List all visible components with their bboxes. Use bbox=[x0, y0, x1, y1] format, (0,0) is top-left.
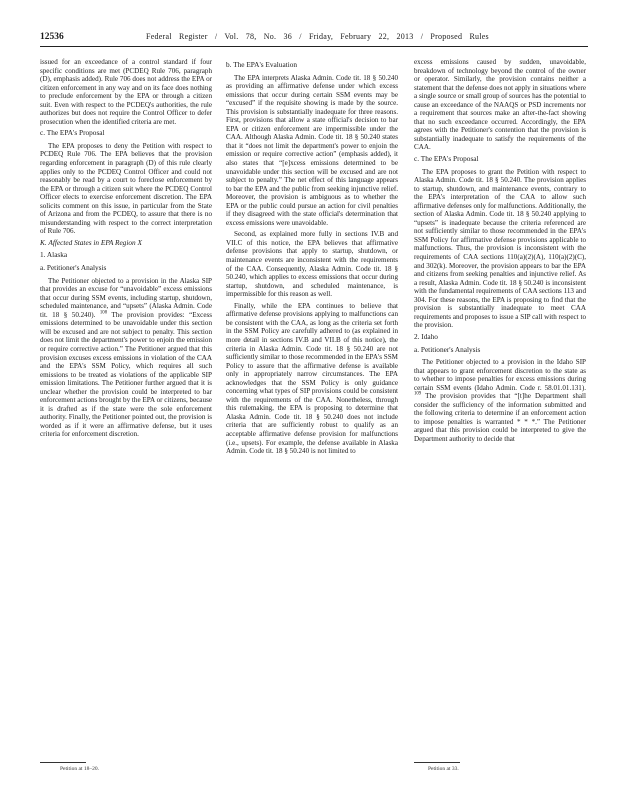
footnote-marker: 108 bbox=[99, 310, 108, 316]
paragraph: Finally, while the EPA continues to believe that affirmative defense provisions applying to malfunctions can be consistent with the CAA, as long as the criteria set forth in the SSM Policy are carefully adhered to (as explained in more detail in sections IV.B and VII.B of this notice), the criteria in Alaska Admin. Code tit. 18 § 50.240 are not sufficiently similar to those recommended in the EPA's SSM Policy to assure that the affirmative defense is available only in appropriately narrow circumstances. The EPA acknowledges that the SSM Policy is only guidance concerning what types of SIP provisions could be consistent with the requirements of the CAA. Nonetheless, through this rulemaking, the EPA is proposing to determine that Alaska Admin. Code tit. 18 § 50.240 does not include criteria that are sufficiently robust to qualify as an acceptable affirmative defense provision for malfunctions (i.e., upsets). For example, the defense available in Alaska Admin. Code tit. 18 § 50.240 is not limited to bbox=[226, 301, 398, 456]
page-header bbox=[40, 30, 588, 47]
footnote-marker: 109 bbox=[414, 391, 422, 397]
footnote-rule bbox=[414, 762, 460, 763]
footnote: Petition at 18–20. bbox=[60, 766, 99, 772]
paragraph: excess emissions caused by sudden, unavoidable, breakdown of technology beyond the control of the owner or operator. Similarly, the provision contains neither a statement that the defense does not apply in situations where a single source or small group of sources has the potential to cause an exceedance of the NAAQS or PSD increments nor a requirement that sources make an after-the-fact showing that no such exceedance occurred. Accordingly, the EPA agrees with the Petitioner's contention that the provision is substantially inadequate to satisfy the requirements of the CAA. bbox=[414, 58, 586, 152]
paragraph-text: The Petitioner objected to a provision in the Alaska SIP that provides an excuse for “unavoidable” excess emissions that occur during SSM events, including startup, shutdown, scheduled maintenance, and “upsets” (Alaska Admin. Code tit. 18 § 50.240). bbox=[40, 276, 212, 319]
paragraph: The EPA proposes to grant the Petition with respect to Alaska Admin. Code tit. 18 § 50.240. The provision applies to startup, shutdown, and maintenance events, contrary to the EPA's interpretation of the CAA to allow such affirmative defenses only for malfunctions. Additionally, the section of Alaska Admin. Code tit. 18 § 50.240 applying to “upsets” is inadequate because the criteria referenced are not sufficiently similar to those recommended in the EPA's SSM Policy for affirmative defense provisions applicable to malfunctions. Thus, the provision is inconsistent with the requirements of CAA sections 110(a)(2)(A), 110(a)(2)(C), and 302(k). Moreover, the provision appears to bar the EPA and citizens from seeking penalties and injunctive relief. As a result, Alaska Admin. Code tit. 18 § 50.240 is inconsistent with the fundamental requirements of CAA sections 113 and 304. For these reasons, the EPA is proposing to find that the provision is substantially inadequate to meet CAA requirements and proposes to issue a SIP call with respect to the provision. bbox=[414, 167, 586, 330]
section-heading: a. Petitioner's Analysis bbox=[414, 344, 481, 354]
paragraph-text: The provision provides that “[t]he Department shall consider the sufficiency of the information submitted and the following criteria to determine if an enforcement action to impose penalties is warranted * * *.” The Petitioner argued that this provision could be interpreted to give the Department authority to decide that bbox=[414, 392, 586, 443]
paragraph-text: The Petitioner objected to a provision in the Idaho SIP that appears to grant enforcement discretion to the state as to whether to impose penalties for excess emissions during certain SSM events (Idaho Admin. Code r. 58.01.01.131). bbox=[414, 358, 586, 392]
section-heading: b. The EPA's Evaluation bbox=[226, 60, 298, 69]
column-3 bbox=[414, 58, 586, 778]
column-1 bbox=[40, 58, 212, 778]
section-heading: c. The EPA's Proposal bbox=[40, 128, 105, 138]
section-heading: c. The EPA's Proposal bbox=[414, 154, 479, 164]
paragraph-text: The provision provides: “Excess emissions determined to be unavoidable under this section will be excused and are not subject to penalty. This section does not limit the department's power to enjoin the emission or require corrective action.” The Petitioner argued that this provision excuses excess emissions in violation of the CAA and the EPA's SSM Policy, which requires all such emissions to be treated as violations of the applicable SIP emission limitations. The Petitioner further argued that it is unclear whether the provision could be interpreted to bar enforcement actions brought by the EPA or citizens, because it is drafted as if the state were the sole enforcement authority. Finally, the Petitioner pointed out, the provision is worded as if it were an affirmative defense, but it uses criteria for enforcement discretion. bbox=[40, 310, 212, 439]
section-heading: a. Petitioner's Analysis bbox=[40, 263, 107, 273]
section-heading: 1. Alaska bbox=[40, 250, 68, 260]
paragraph: The EPA proposes to deny the Petition with respect to PCDEQ Rule 706. The EPA believes that the provision regarding enforcement in paragraph (D) of this rule clearly applies only to the PCDEQ Control Officer and could not reasonably be read by a court to foreclose enforcement by the EPA or through a citizen suit where the PCDEQ Control Officer elects to exercise enforcement discretion. The EPA solicits comment on this issue, in particular from the State of Arizona and from the PCDEQ, to assure that there is no misunderstanding with respect to the correct interpretation of Rule 706. bbox=[40, 141, 212, 236]
footnote-rule bbox=[40, 762, 86, 763]
paragraph bbox=[40, 277, 212, 439]
paragraph: Second, as explained more fully in sections IV.B and VII.C of this notice, the EPA believes that affirmative defense provisions that apply to startup, shutdown, or maintenance events are inconsistent with the requirements of the CAA. Consequently, Alaska Admin. Code tit. 18 § 50.240, which applies to excess emissions that occur during startup, shutdown, and scheduled maintenance, is impermissible for this reason as well. bbox=[226, 230, 398, 299]
page-number: 12536 bbox=[40, 32, 64, 42]
running-head: Federal Register / Vol. 78, No. 36 / Friday, February 22, 2013 / Proposed Rules bbox=[146, 32, 489, 41]
footnote: Petition at 33. bbox=[428, 766, 459, 772]
paragraph: The EPA interprets Alaska Admin. Code tit. 18 § 50.240 as providing an affirmative defense under which excess emissions that occur during certain SSM events may be “excused” if the requisite showing is made by the source. This provision is substantially inadequate for three reasons. First, provisions that allow a state official's decision to bar EPA or citizen enforcement are impermissible under the CAA. Although Alaska Admin. Code tit. 18 § 50.240 states that it “does not limit the department's power to enjoin the emission or require corrective action” (emphasis added), it also states that “[e]xcess emissions determined to be unavoidable under this section will be excused and are not subject to penalty.” The net effect of this language appears to bar the EPA and the public from seeking injunctive relief. Moreover, the provision is ambiguous as to whether the EPA or the public could pursue an action for civil penalties if they disagreed with the state official's determination that excess emissions were unavoidable. bbox=[226, 73, 398, 227]
paragraph: issued for an exceedance of a control standard if four specific conditions are met (PCDEQ Rule 706, paragraph (D), emphasis added). Rule 706 does not address the EPA or citizen enforcement in any way and on its face does nothing to preclude enforcement by the EPA or through a citizen suit. Even with respect to the PCDEQ's authorities, the rule authorizes but does not require the Control Officer to defer prosecution when the identified criteria are met. bbox=[40, 58, 212, 126]
section-heading: 2. Idaho bbox=[414, 331, 438, 341]
section-heading: K. Affected States in EPA Region X bbox=[40, 237, 142, 247]
column-2 bbox=[226, 58, 398, 778]
paragraph bbox=[414, 358, 586, 443]
